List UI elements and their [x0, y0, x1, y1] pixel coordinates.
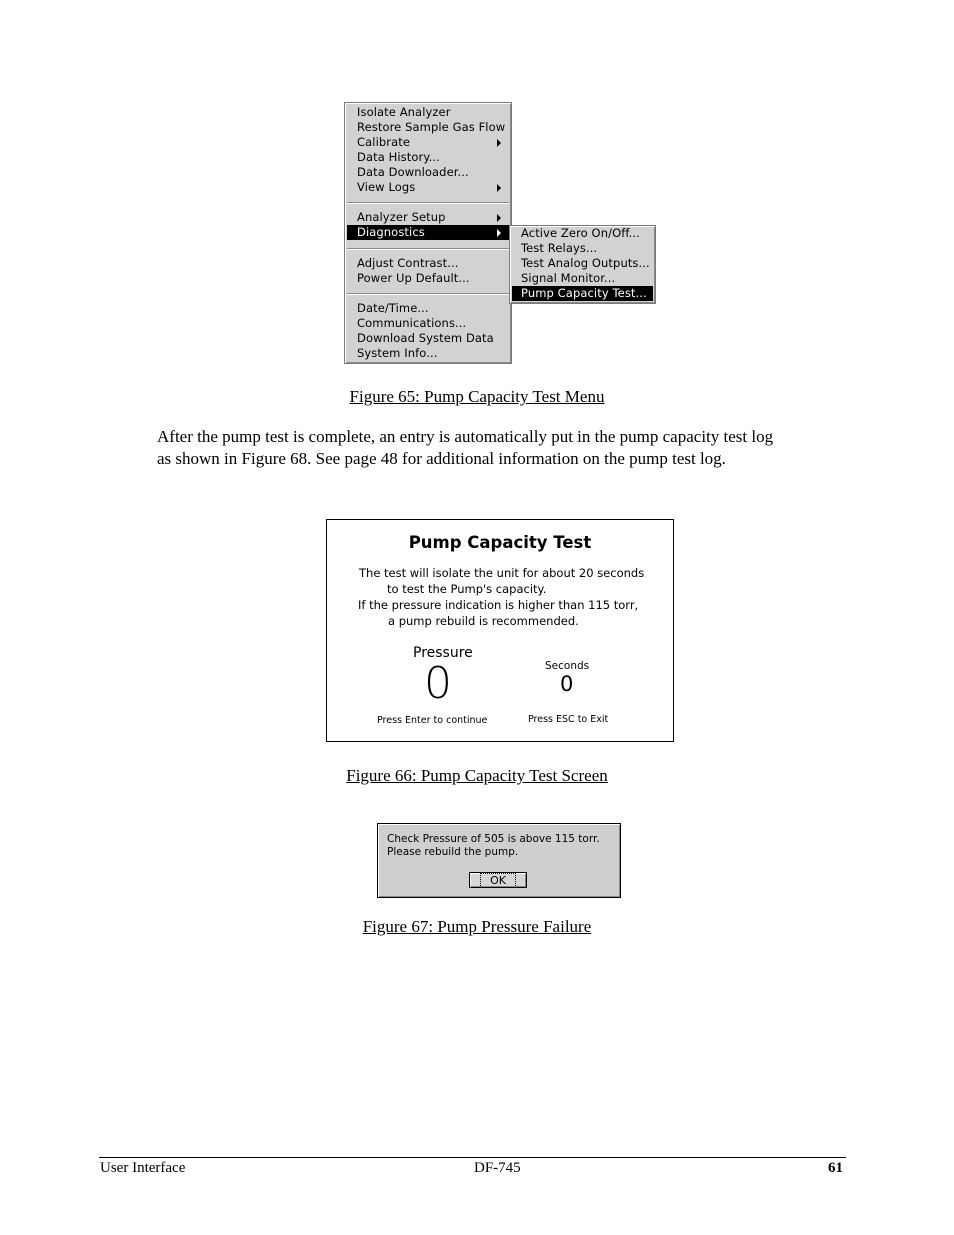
pressure-value: 0 — [424, 658, 452, 709]
figure-65-caption: Figure 65: Pump Capacity Test Menu — [349, 387, 605, 406]
instruction-line: to test the Pump's capacity. — [387, 582, 547, 596]
seconds-label: Seconds — [545, 660, 590, 672]
instruction-line: a pump rebuild is recommended. — [388, 614, 579, 628]
diagnostics-submenu — [509, 225, 656, 304]
esc-hint: Press ESC to Exit — [528, 714, 609, 725]
menu-item-power-up-default[interactable]: Power Up Default... — [357, 271, 470, 285]
menu-item-data-history[interactable]: Data History... — [357, 150, 440, 164]
menu-item-data-downloader[interactable]: Data Downloader... — [357, 165, 469, 179]
menu-item-adjust-contrast[interactable]: Adjust Contrast... — [357, 256, 459, 270]
pressure-label: Pressure — [413, 645, 473, 661]
body-paragraph — [157, 426, 847, 470]
submenu-arrow-icon — [497, 184, 501, 192]
seconds-value: 0 — [560, 672, 574, 696]
menu-item-date-time[interactable]: Date/Time... — [357, 301, 429, 315]
paragraph-line: After the pump test is complete, an entry is automatically put in the pump capacity test log — [157, 427, 774, 446]
menu-item-label: View Logs — [357, 180, 416, 194]
instruction-line: If the pressure indication is higher than 115 torr, — [358, 598, 639, 612]
menu-separator — [347, 293, 509, 295]
menu-item-download-system-data[interactable]: Download System Data — [357, 331, 494, 345]
submenu-item-signal-monitor[interactable]: Signal Monitor... — [521, 271, 616, 285]
footer-page-number: 61 — [828, 1160, 843, 1176]
menu-item-calibrate[interactable] — [347, 135, 509, 150]
submenu-item-active-zero[interactable]: Active Zero On/Off... — [521, 226, 640, 240]
enter-hint: Press Enter to continue — [377, 715, 488, 726]
main-menu — [344, 102, 512, 364]
figure-67-caption: Figure 67: Pump Pressure Failure — [362, 917, 592, 936]
menu-item-label: Diagnostics — [357, 225, 425, 239]
footer-rule — [99, 1157, 846, 1158]
dialog-message-line: Please rebuild the pump. — [387, 846, 519, 858]
paragraph-line: as shown in Figure 68. See page 48 for additional information on the pump test log. — [157, 449, 726, 468]
submenu-item-test-analog-outputs[interactable]: Test Analog Outputs... — [521, 256, 650, 270]
footer-doc-number: DF-745 — [474, 1160, 521, 1176]
instruction-line: The test will isolate the unit for about 20 seconds — [359, 566, 645, 580]
submenu-item-test-relays[interactable]: Test Relays... — [521, 241, 598, 255]
menu-item-communications[interactable]: Communications... — [357, 316, 467, 330]
figure-66-caption: Figure 66: Pump Capacity Test Screen — [346, 766, 608, 785]
submenu-item-pump-capacity-test[interactable]: Pump Capacity Test... — [512, 286, 653, 301]
menu-separator — [347, 202, 509, 204]
menu-item-diagnostics[interactable] — [347, 225, 509, 240]
submenu-arrow-icon — [497, 139, 501, 147]
submenu-arrow-icon — [497, 214, 501, 222]
menu-item-view-logs[interactable] — [347, 180, 509, 195]
menu-item-label: Calibrate — [357, 135, 411, 149]
ok-button-label: OK — [481, 874, 515, 887]
menu-item-restore-sample-gas-flow[interactable]: Restore Sample Gas Flow — [357, 120, 506, 134]
menu-item-system-info[interactable]: System Info... — [357, 346, 438, 360]
submenu-arrow-icon — [497, 229, 501, 237]
menu-separator — [347, 248, 509, 250]
pump-capacity-test-screen — [326, 519, 674, 742]
footer-section-title: User Interface — [100, 1160, 186, 1176]
menu-item-label: Analyzer Setup — [357, 210, 446, 224]
dialog-message-line: Check Pressure of 505 is above 115 torr. — [387, 833, 600, 845]
menu-item-analyzer-setup[interactable] — [347, 210, 509, 225]
menu-item-isolate-analyzer[interactable]: Isolate Analyzer — [357, 105, 451, 119]
ok-button[interactable] — [469, 872, 527, 888]
screen-title: Pump Capacity Test — [408, 533, 592, 552]
pump-pressure-failure-dialog — [377, 823, 621, 898]
